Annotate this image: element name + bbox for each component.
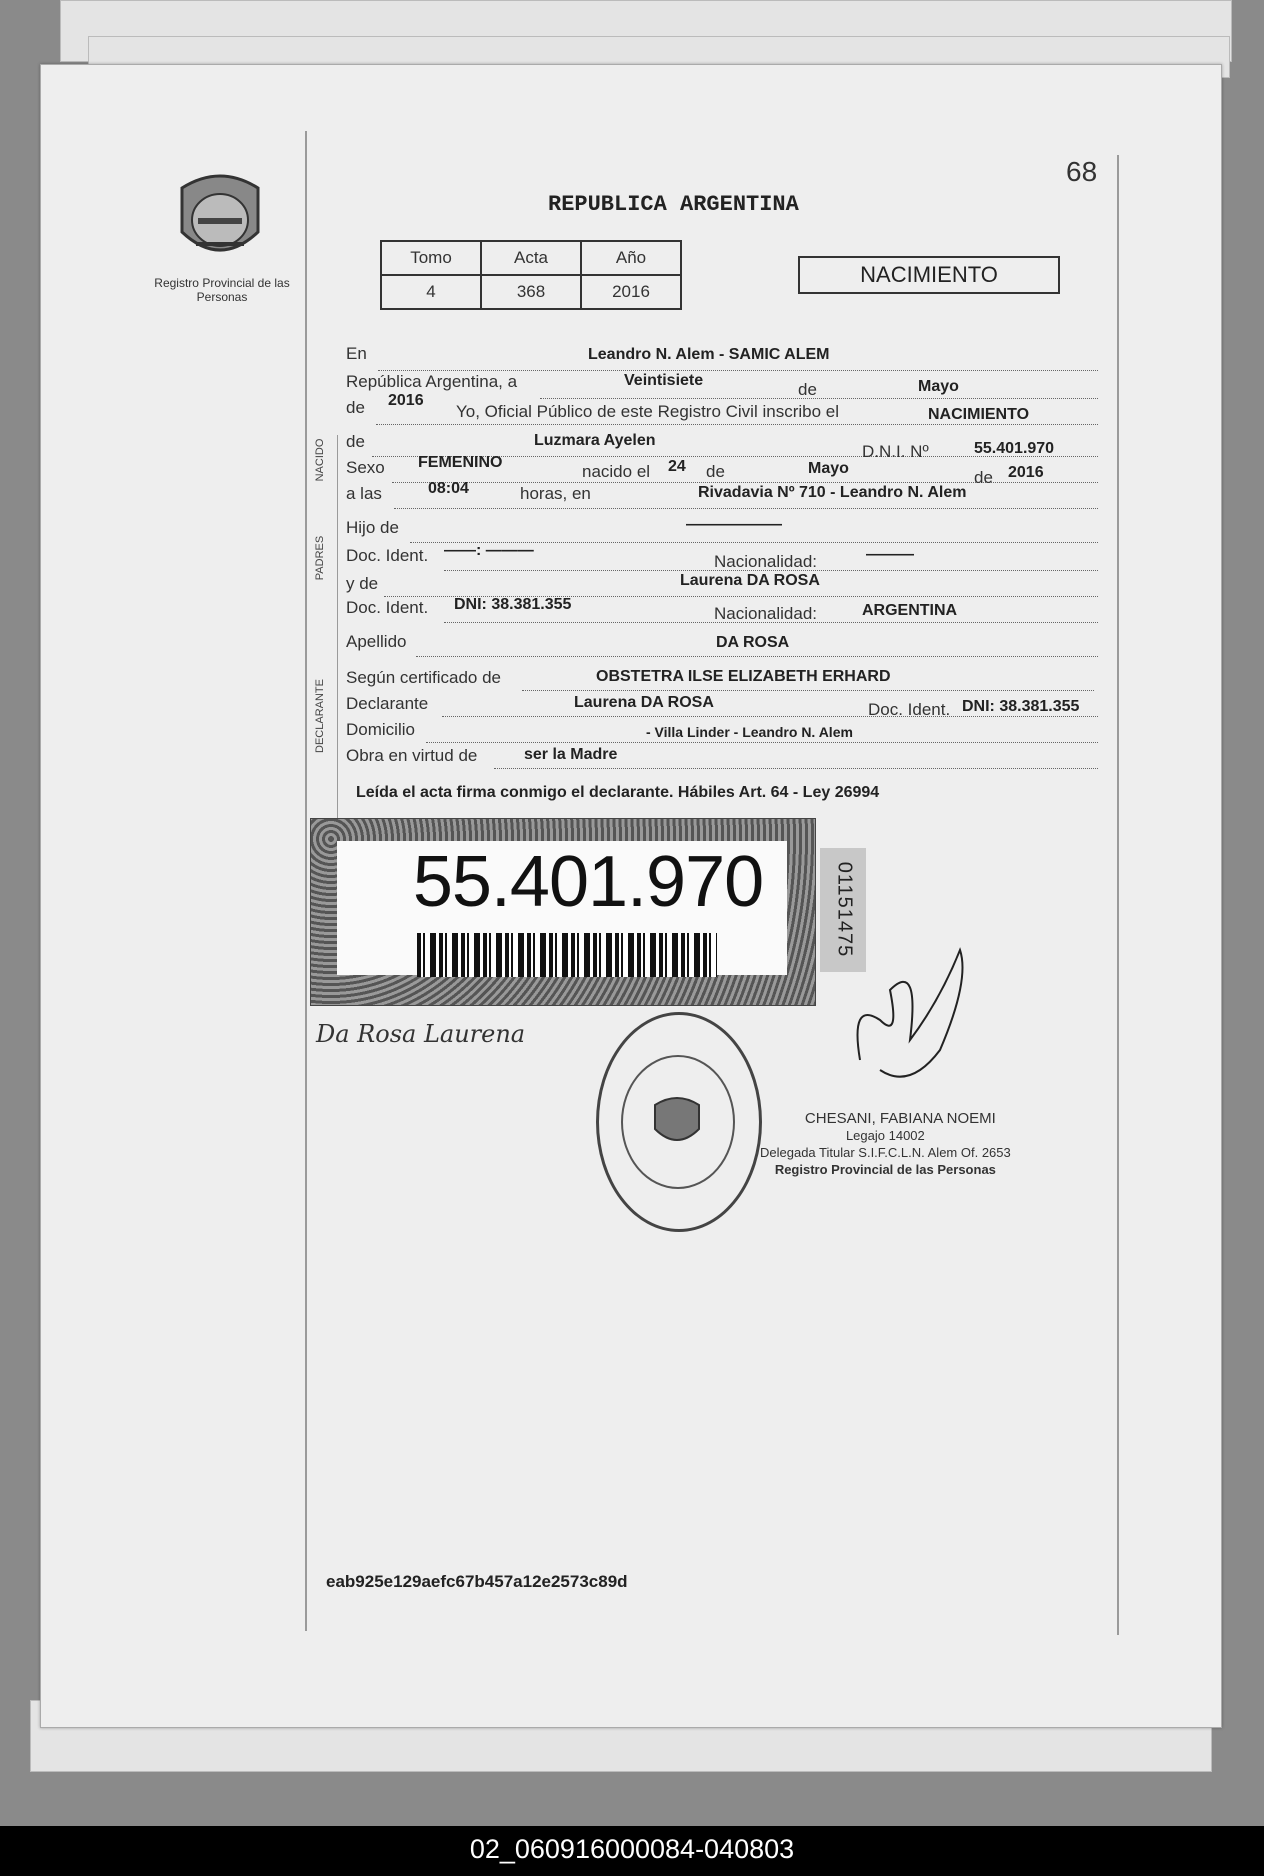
table-header-anio: Año [581, 241, 681, 275]
label-a-las: a las [346, 484, 382, 503]
label-domicilio: Domicilio [346, 720, 415, 739]
table-header-acta: Acta [481, 241, 581, 275]
label-de-mes: de [798, 380, 817, 399]
label-segun: Según certificado de [346, 668, 501, 687]
barcode [417, 933, 717, 977]
label-y-de: y de [346, 574, 379, 593]
signer-cargo: Delegada Titular S.I.F.C.L.N. Alem Of. 2653 [760, 1145, 1011, 1160]
value-hora: 08:04 [428, 480, 469, 497]
line-apellido [416, 656, 1098, 657]
closing-text: Leída el acta firma conmigo el declarante. Hábiles Art. 64 - Ley 26994 [356, 784, 880, 801]
right-frame-line [1117, 155, 1119, 1635]
left-frame-line [305, 131, 307, 1631]
line-en [378, 370, 1098, 371]
label-sexo: Sexo [346, 458, 385, 477]
label-de-nac-mes: de [706, 462, 725, 481]
label-de-nombre: de [346, 432, 365, 451]
footer-bar [0, 1826, 1264, 1876]
value-dia: Veintisiete [624, 372, 704, 389]
section-divider [337, 435, 338, 835]
label-doc-ident-declarante: Doc. Ident. [868, 700, 951, 719]
line-segun [522, 690, 1094, 691]
table-value-acta: 368 [481, 275, 581, 309]
value-padre: —————— [686, 516, 782, 533]
line-republica [540, 398, 1098, 399]
line-doc-padre [444, 570, 1098, 571]
label-nacionalidad-padre: Nacionalidad: [714, 552, 818, 571]
page-number: 68 [1066, 156, 1098, 187]
table-value-anio: 2016 [581, 275, 681, 309]
vertical-code: 01151475 [833, 861, 856, 958]
label-nacido-el: nacido el [582, 462, 651, 481]
side-label-declarante: DECLARANTE [314, 679, 326, 753]
label-apellido: Apellido [346, 632, 407, 651]
value-sexo: FEMENINO [418, 454, 503, 471]
value-certificado: OBSTETRA ILSE ELIZABETH ERHARD [596, 668, 891, 685]
value-nombre: Luzmara Ayelen [534, 432, 656, 449]
table-value-tomo: 4 [381, 275, 481, 309]
label-declarante: Declarante [346, 694, 429, 713]
label-doc-ident-madre: Doc. Ident. [346, 598, 429, 617]
label-republica: República Argentina, a [346, 372, 518, 391]
signer-legajo: Legajo 14002 [845, 1128, 925, 1143]
label-doc-ident-padre: Doc. Ident. [346, 546, 429, 565]
value-nac-anio: 2016 [1008, 464, 1044, 481]
value-lugar: Leandro N. Alem - SAMIC ALEM [588, 346, 830, 363]
act-type-box: NACIMIENTO [798, 256, 1060, 294]
value-apellido: DA ROSA [716, 634, 790, 651]
value-nac-dia: 24 [668, 458, 686, 475]
label-nacionalidad-madre: Nacionalidad: [714, 604, 818, 623]
value-nac-mes: Mayo [808, 460, 849, 477]
value-mes: Mayo [918, 378, 959, 395]
value-tipo: NACIMIENTO [928, 406, 1030, 423]
table-header-tomo: Tomo [381, 241, 481, 275]
province-seal-icon [172, 168, 268, 268]
act-table [380, 240, 682, 310]
label-hijo-de: Hijo de [346, 518, 399, 537]
value-anio: 2016 [388, 392, 424, 409]
label-obra: Obra en virtud de [346, 746, 478, 765]
label-horas-en: horas, en [520, 484, 591, 503]
registry-seal-text: Registro Provincial de las Personas [154, 276, 290, 304]
value-domicilio: - Villa Linder - Leandro N. Alem [646, 724, 853, 740]
value-declarante: Laurena DA ROSA [574, 694, 714, 711]
line-doc-madre [444, 622, 1098, 623]
stamp-emblem-icon [649, 1095, 705, 1147]
signer-name: CHESANI, FABIANA NOEMI [804, 1110, 996, 1127]
signer-org: Registro Provincial de las Personas [774, 1162, 996, 1177]
signer-block [760, 1004, 1011, 1178]
handwritten-signature: Da Rosa Laurena [316, 1020, 526, 1048]
document-title: REPUBLICA ARGENTINA [548, 192, 799, 217]
footer-filename: 02_060916000084-040803 [469, 1834, 795, 1864]
side-label-padres: PADRES [314, 535, 326, 581]
official-stamp [596, 1012, 762, 1232]
side-label-nacido: NACIDO [314, 438, 326, 482]
label-de-anio: de [346, 398, 365, 417]
id-sticker [310, 818, 816, 1006]
value-madre: Laurena DA ROSA [680, 572, 820, 589]
document-hash: eab925e129aefc67b457a12e2573c89d [326, 1572, 628, 1591]
line-obra [494, 768, 1098, 769]
label-de-nac-anio: de [974, 468, 993, 487]
sticker-number: 55.401.970 [412, 842, 764, 922]
value-padre-doc: ——: ——— [444, 542, 534, 559]
line-hora [394, 508, 1098, 509]
value-lugar-nac: Rivadavia Nº 710 - Leandro N. Alem [698, 484, 967, 501]
value-dni: 55.401.970 [974, 440, 1055, 457]
sticker-panel [337, 841, 787, 975]
value-declarante-doc: DNI: 38.381.355 [962, 698, 1080, 715]
value-madre-doc: DNI: 38.381.355 [454, 596, 572, 613]
value-padre-nac: ——— [866, 546, 914, 563]
line-yo [376, 424, 1098, 425]
value-madre-nac: ARGENTINA [862, 602, 958, 619]
line-domicilio [426, 742, 1098, 743]
label-dni: D.N.I. Nº [862, 442, 929, 461]
label-yo: Yo, Oficial Público de este Registro Civil inscribo el [456, 402, 839, 421]
line-declarante [442, 716, 1098, 717]
value-obra: ser la Madre [524, 746, 618, 763]
label-en: En [346, 344, 367, 363]
